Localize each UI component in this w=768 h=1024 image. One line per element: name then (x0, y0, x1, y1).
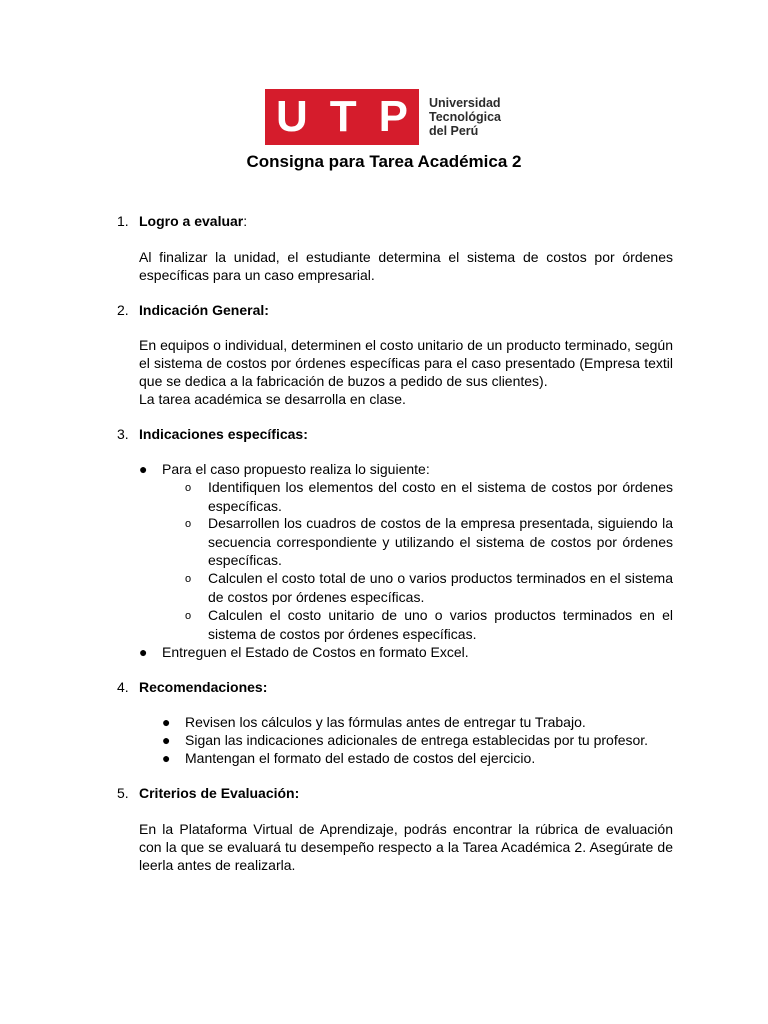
bullet-icon: ● (162, 750, 171, 766)
section-title-suffix: : (243, 213, 248, 229)
sub-list-item-text: Calculen el costo unitario de uno o varios productos terminados en el sistema de costos por órdenes específicas. (208, 607, 673, 642)
section-title: Indicación General: (139, 302, 269, 318)
section-1-heading (117, 213, 677, 229)
section-1-body: Al finalizar la unidad, el estudiante determina el sistema de costos por órdenes específicas para un caso empresarial. (139, 249, 673, 283)
section-5-body: En la Plataforma Virtual de Aprendizaje, podrás encontrar la rúbrica de evaluación con la que se evaluará tu desempeño respecto a la Tarea Académica 2. Asegúrate de leerla antes de realizarla. (139, 821, 673, 873)
section-title: Criterios de Evaluación: (139, 785, 300, 801)
section-number: 3. (117, 426, 129, 442)
section-3-heading (117, 426, 677, 442)
sub-list-item-text: Calculen el costo total de uno o varios productos terminados en el sistema de costos por órdenes específicas. (208, 570, 673, 605)
bullet-icon: ● (162, 732, 171, 748)
bullet-icon: ● (139, 644, 148, 660)
list-item-text: Sigan las indicaciones adicionales de entrega establecidas por tu profesor. (185, 732, 649, 748)
bullet-icon: ● (162, 714, 171, 730)
document-title: Consigna para Tarea Académica 2 (246, 152, 522, 171)
sub-list-item-text: Desarrollen los cuadros de costos de la empresa presentada, siguiendo la secuencia correspondiente y utilizando el sistema de costos por órdenes específicas. (208, 515, 673, 568)
section-2-heading (117, 302, 677, 318)
list-item-text: Entreguen el Estado de Costos en formato Excel. (162, 644, 469, 660)
section-number: 5. (117, 785, 129, 801)
circle-bullet-icon: o (185, 518, 192, 530)
section-title: Logro a evaluar (139, 213, 244, 229)
logo-line-2: Tecnológica (428, 110, 501, 124)
circle-bullet-icon: o (185, 482, 192, 494)
circle-bullet-icon: o (185, 573, 192, 585)
list-item-text: Mantengan el formato del estado de costos del ejercicio. (185, 750, 536, 766)
section-number: 4. (117, 679, 129, 695)
bullet-icon: ● (139, 461, 148, 477)
list-item-text: Revisen los cálculos y las fórmulas antes de entregar tu Trabajo. (185, 714, 586, 730)
logo-letter-u: U (275, 92, 308, 141)
section-2-body: En equipos o individual, determinen el costo unitario de un producto terminado, según el sistema de costos por órdenes específicas para el caso presentado (Empresa textil que se dedica a la fabricación de buzos a pedido de sus clientes). (139, 337, 673, 389)
section-title: Indicaciones específicas: (139, 426, 308, 442)
section-4-heading (117, 679, 677, 695)
utp-logo (265, 89, 501, 145)
logo-wordmark (429, 96, 501, 138)
section-5-heading (117, 785, 677, 801)
circle-bullet-icon: o (185, 610, 192, 622)
logo-mark (265, 89, 419, 145)
logo-letter-p: P (378, 92, 408, 141)
section-number: 2. (117, 302, 129, 318)
section-2-body-note: La tarea académica se desarrolla en clase. (139, 391, 406, 407)
list-item-text: Para el caso propuesto realiza lo siguiente: (162, 461, 430, 477)
section-number: 1. (117, 213, 129, 229)
section-title: Recomendaciones: (139, 679, 268, 695)
sub-list-item-text: Identifiquen los elementos del costo en el sistema de costos por órdenes específicas. (208, 479, 673, 514)
logo-line-3: del Perú (428, 124, 479, 138)
logo-letter-t: T (329, 92, 357, 141)
logo-line-1: Universidad (428, 96, 501, 110)
